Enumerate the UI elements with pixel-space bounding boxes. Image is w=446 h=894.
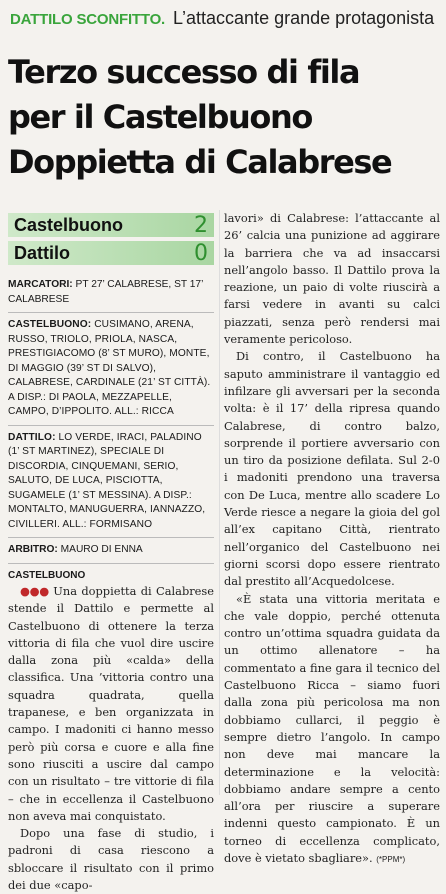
lineup-dattilo-label: DATTILO: [8,431,56,443]
lineup-dattilo-text: LO VERDE, IRACI, PALADINO (1’ ST MARTINEZ), SPECIALE DI DISCORDIA, CINQUEMANI, SERIO, SALUTO, DE LUCA, PISCIOTTA, SUGAMELE (1’ ST MESSINA). A DISP.: MONTALTO, MANUGUERRA, IANNAZZO, CIVILLERI. ALL.: FORMISANO [8,431,206,530]
article-dateline: CASTELBUONO [8,569,86,581]
author-signature: (*PPM*) [376,854,406,864]
scorers-label: MARCATORI: [8,279,73,290]
referee-text: MAURO DI ENNA [60,544,143,555]
lineup-dattilo [8,431,214,539]
column-divider [219,210,220,795]
headline-line-2: per il Castelbuono [8,98,312,136]
scorers-block [8,278,214,313]
scorers-text: PT 27’ CALABRESE, ST 17’ CALABRESE [8,279,203,305]
score-row-away [8,241,214,265]
article-body-right [224,210,440,868]
lineup-castelbuono-text: CUSIMANO, ARENA, RUSSO, TRIOLO, PRIOLA, NASCA, PRESTIGIACOMO (8’ ST MURO), MONTE, DI MAGGIO (39’ ST DI SALVO), CALABRESE, CARDINALE (21’ ST CITTÀ). A DISP.: DI PAOLA, MEZZAPELLE, CAMPO, D’IPPOLITO. ALL.: RICCA [8,319,211,417]
team-score: 2 [194,213,208,238]
article-body-left [8,583,214,894]
team-name: Castelbuono [14,215,124,235]
referee-block [8,543,214,564]
team-name: Dattilo [14,243,70,263]
headline-line-3: Doppietta di Calabrese [8,143,392,181]
article-paragraph: «È stata una vittoria meritata e che vale doppio, perché ottenuta contro un’ottima squadra guidata da un ottimo allenatore – ha commentato a fine gara il tecnico del Castelbuono Ricca – siamo fuori dalla zona più pericolosa ma non dobbiamo cullarci, il peggio è sempre dietro l’angolo. In campo non deve mai mancare la determinazione e la velocità: dobbiamo andare sempre a cento all’ora per riuscire a superare indenni questo campionato. È un torneo di eccellenza complicato, dove è vietato sbagliare». (*PPM*) [224,591,440,865]
match-details-column [8,278,214,894]
headline-line-1: Terzo successo di fila [8,53,360,91]
kicker-subtitle: L’attaccante grande protagonista [173,8,435,28]
score-row-home [8,213,214,237]
article-paragraph: lavori» di Calabrese: l’attaccante al 26’ calcia una punizione ad aggirare la barriera che va ad insaccarsi nell’angolo basso. Il Dattilo prova la reazione, un paio di volte riuscirà a farsi vedere in avanti su calci piazzati, senza però rendersi mai veramente pericoloso. [224,211,440,347]
kicker [10,8,440,32]
team-score: 0 [194,241,208,266]
lineup-castelbuono [8,318,214,426]
kicker-label: DATTILO SCONFITTO. [10,11,165,28]
lineup-castelbuono-label: CASTELBUONO: [8,319,92,330]
referee-label: ARBITRO: [8,544,58,555]
article-paragraph: Di contro, il Castelbuono ha saputo amministrare il vantaggio ed infilzare gli avversari per la seconda volta: è il 17’ della ripresa quando Calabrese, di contro balzo, sorprende il portiere avversario con un tiro da posizione defilata. Sul 2-0 i madoniti prendono una traversa con De Luca, mentre allo scadere Lo Verde riesce a negare la gioia del gol all’ex capitano Città, rientrato nell’organico del Castelbuono nei giorni scorsi dopo essere rientrato dal prestito all’Acquedolcese. [224,349,440,589]
bullet-icon: ●●● [20,584,49,598]
article-paragraph: Dopo una fase di studio, i padroni di casa riescono a sbloccare il risultato con il primo dei due «capo- [8,826,214,893]
headline [8,50,440,185]
article-paragraph: ●●● Una doppietta di Calabrese stende il Dattilo e permette al Castelbuono di ottenere la terza vittoria di fila che vuol dire uscire dalla zona più «calda» della classifica. Una ’vittoria contro una squadra quadrata, quella trapanese, e ben organizzata in campo. I madoniti ci hanno messo però più corsa e cuore e alla fine sono riusciti a uscire dal campo con un risultato – tre vittorie di fila – che in eccellenza il Castelbuono non aveva mai conquistato. [8,584,215,823]
